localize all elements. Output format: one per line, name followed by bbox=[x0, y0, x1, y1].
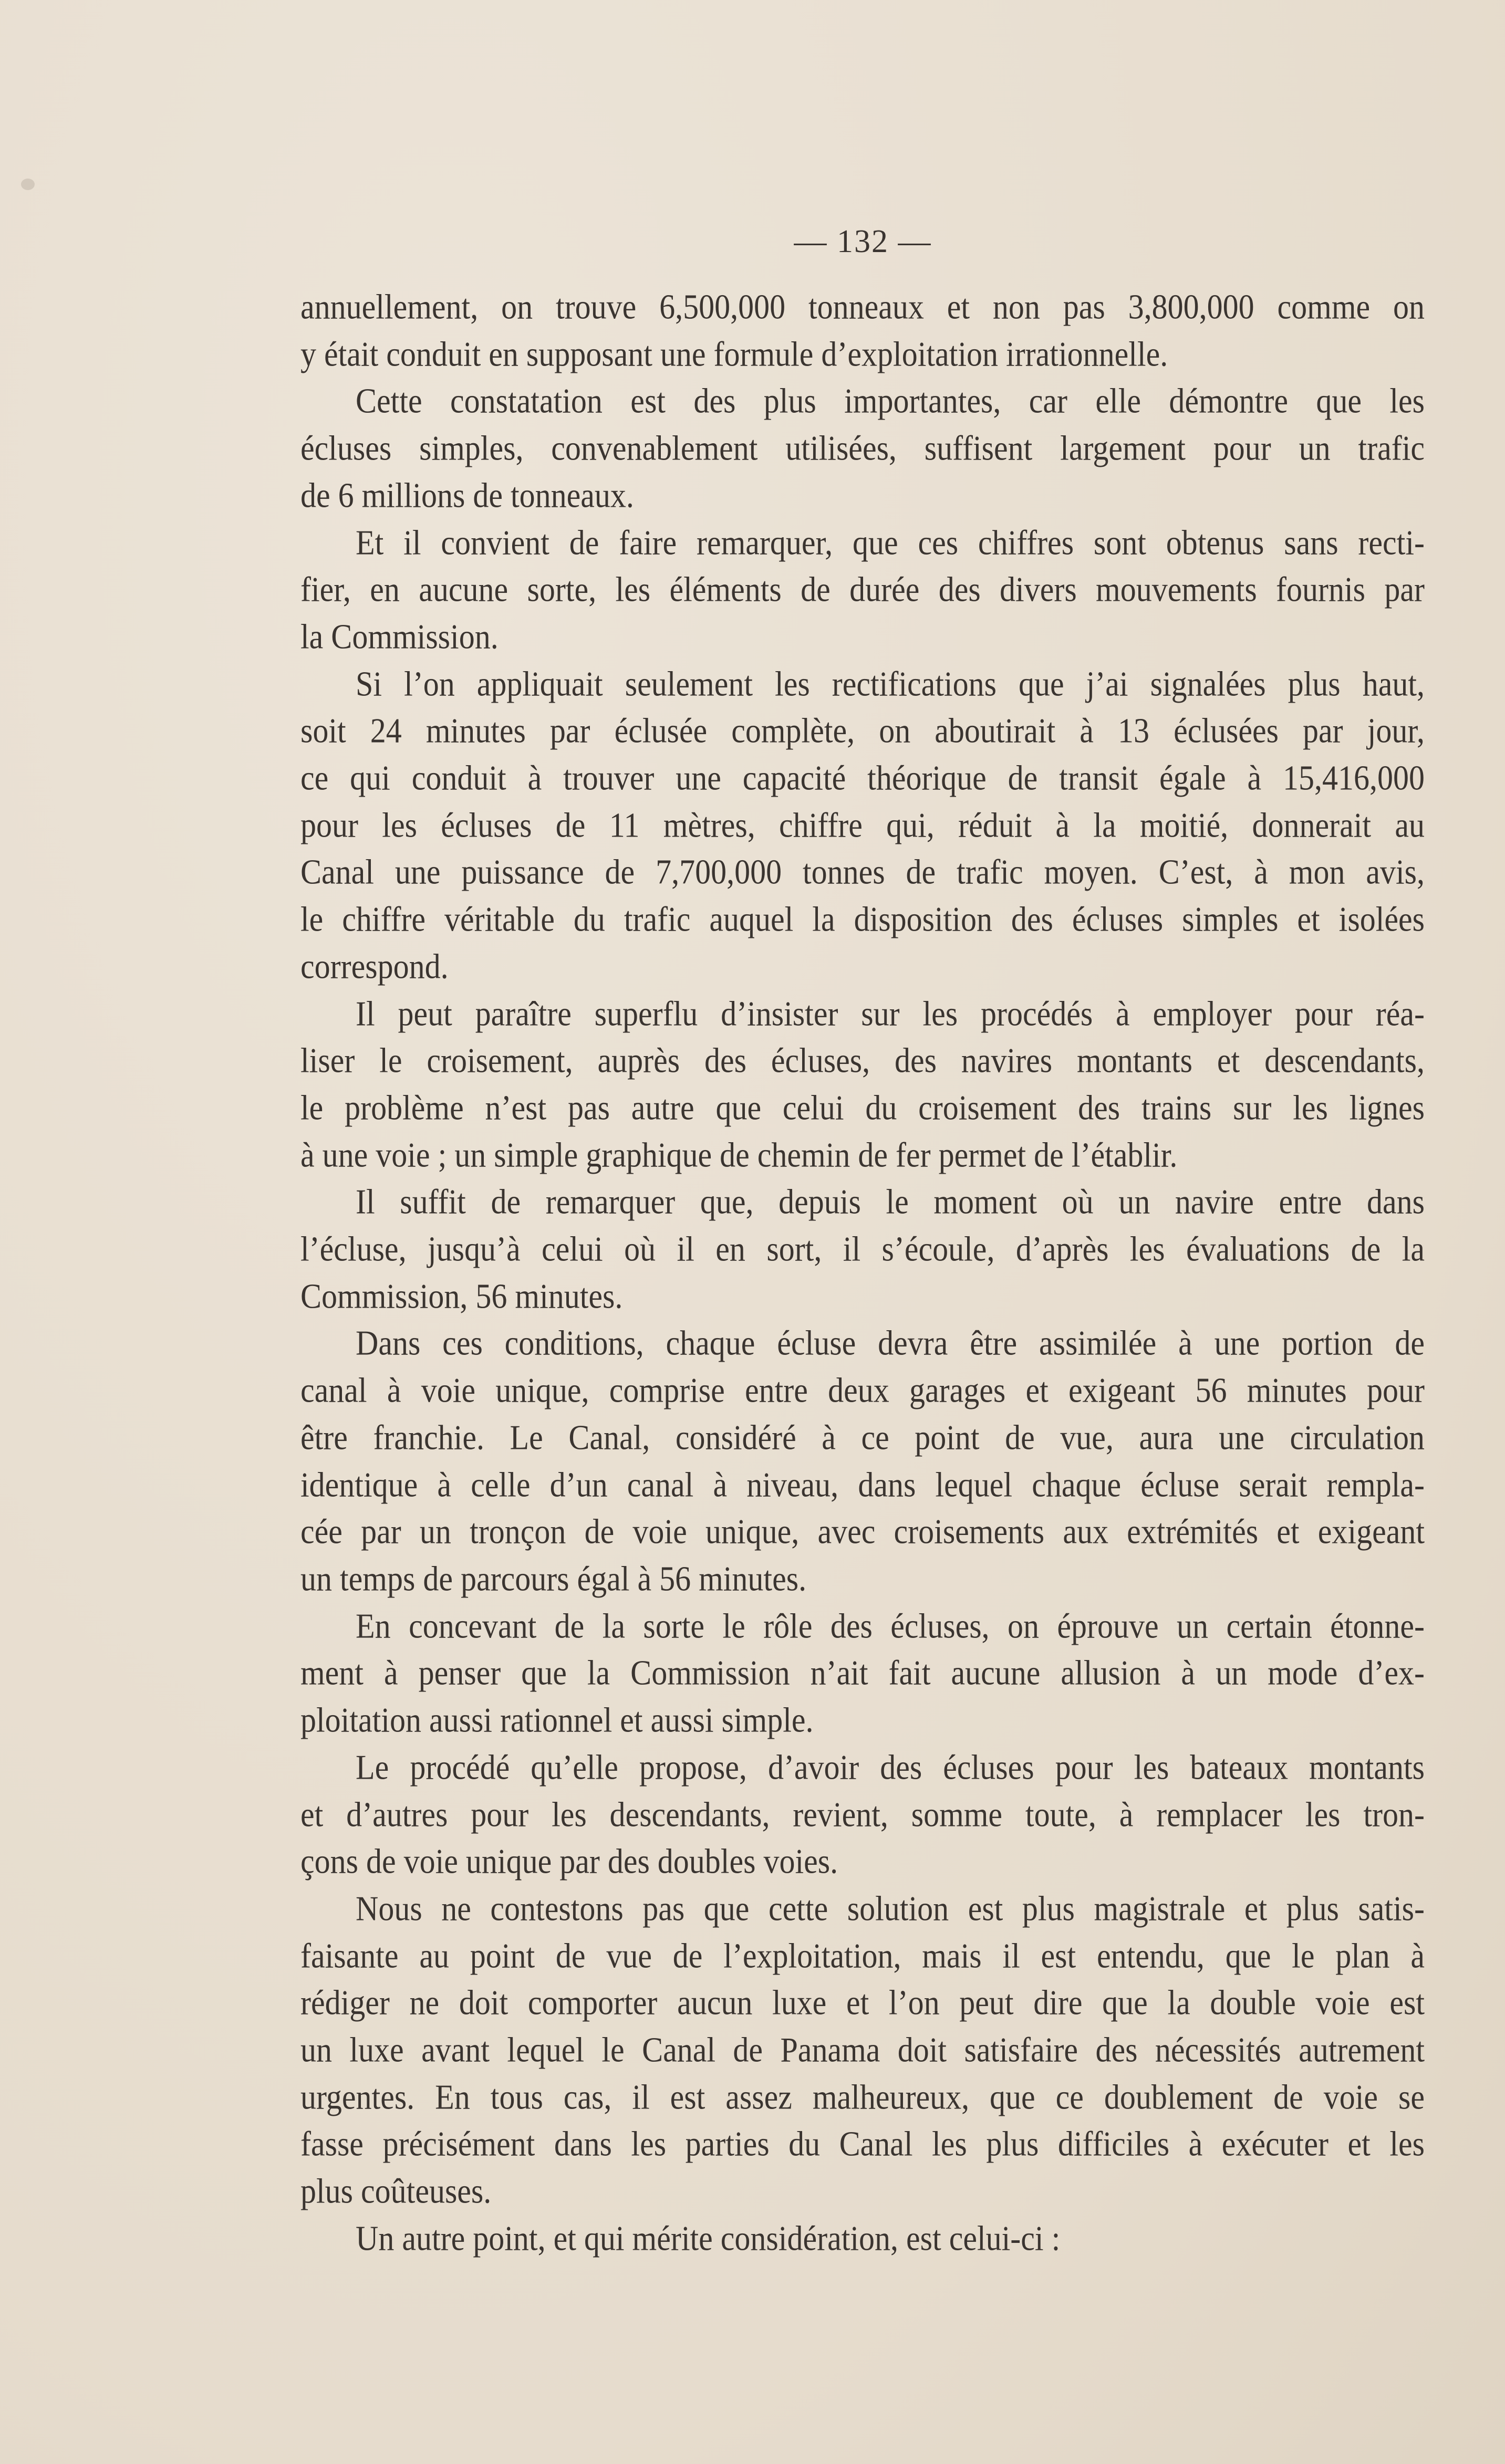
paragraph bbox=[300, 2215, 1425, 2262]
text-line: ce qui conduit à trouver une capacité théorique de transit égale à 15,416,000 bbox=[300, 758, 1425, 797]
paragraph bbox=[300, 1320, 1425, 1602]
paragraph bbox=[300, 519, 1425, 661]
body-text bbox=[300, 284, 1425, 2262]
text-line: la Commission. bbox=[300, 617, 499, 656]
paragraph bbox=[300, 1885, 1425, 2215]
text-line: Dans ces conditions, chaque écluse devra être assimilée à une portion de bbox=[356, 1323, 1425, 1363]
text-line: un luxe avant lequel le Canal de Panama doit satisfaire des nécessités autrement bbox=[300, 2030, 1425, 2069]
paragraph bbox=[300, 378, 1425, 519]
text-line: fier, en aucune sorte, les éléments de durée des divers mouvements fournis par bbox=[300, 570, 1425, 609]
text-line: le problème n’est pas autre que celui du croisement des trains sur les lignes bbox=[300, 1088, 1425, 1127]
text-line: y était conduit en supposant une formule d’exploitation irrationnelle. bbox=[300, 334, 1168, 373]
text-line: Canal une puissance de 7,700,000 tonnes de trafic moyen. C’est, à mon avis, bbox=[300, 852, 1425, 892]
text-line: rédiger ne doit comporter aucun luxe et l’on peut dire que la double voie est bbox=[300, 1983, 1425, 2022]
text-line: de 6 millions de tonneaux. bbox=[300, 475, 634, 515]
text-line: l’écluse, jusqu’à celui où il en sort, il s’écoule, d’après les évaluations de la bbox=[300, 1229, 1425, 1268]
text-line: à une voie ; un simple graphique de chemin de fer permet de l’établir. bbox=[300, 1135, 1178, 1174]
text-line: identique à celle d’un canal à niveau, dans lequel chaque écluse serait rempla- bbox=[300, 1465, 1425, 1504]
paragraph bbox=[300, 1603, 1425, 1744]
text-line: être franchie. Le Canal, considéré à ce point de vue, aura une circulation bbox=[300, 1417, 1425, 1457]
page-number: — 132 — bbox=[794, 224, 932, 259]
text-line: Il suffit de remarquer que, depuis le moment où un navire entre dans bbox=[356, 1182, 1425, 1221]
text-line: liser le croisement, auprès des écluses, des navires montants et descendants, bbox=[300, 1041, 1425, 1080]
text-line: ploitation aussi rationnel et aussi simple. bbox=[300, 1700, 814, 1739]
text-line: pour les écluses de 11 mètres, chiffre qui, réduit à la moitié, donnerait au bbox=[300, 805, 1425, 844]
text-line: plus coûteuses. bbox=[300, 2171, 492, 2210]
text-line: fasse précisément dans les parties du Canal les plus difficiles à exécuter et les bbox=[300, 2124, 1425, 2164]
text-line: Le procédé qu’elle propose, d’avoir des écluses pour les bateaux montants bbox=[356, 1747, 1425, 1787]
text-line: et d’autres pour les descendants, revient, somme toute, à remplacer les tron- bbox=[300, 1794, 1425, 1834]
text-line: Commission, 56 minutes. bbox=[300, 1276, 623, 1315]
text-line: correspond. bbox=[300, 946, 449, 986]
text-line: En concevant de la sorte le rôle des écluses, on éprouve un certain étonne- bbox=[356, 1606, 1425, 1645]
text-line: un temps de parcours égal à 56 minutes. bbox=[300, 1559, 807, 1598]
text-line: Nous ne contestons pas que cette solution est plus magistrale et plus satis- bbox=[356, 1888, 1425, 1928]
text-line: Cette constatation est des plus importantes, car elle démontre que les bbox=[356, 381, 1425, 421]
text-line: le chiffre véritable du trafic auquel la disposition des écluses simples et isolées bbox=[300, 900, 1425, 938]
text-line: Si l’on appliquait seulement les rectifications que j’ai signalées plus haut, bbox=[356, 664, 1425, 703]
text-line: çons de voie unique par des doubles voies. bbox=[300, 1842, 838, 1881]
text-line: cée par un tronçon de voie unique, avec croisements aux extrémités et exigeant bbox=[300, 1512, 1425, 1551]
text-line: urgentes. En tous cas, il est assez malheureux, que ce doublement de voie se bbox=[300, 2077, 1425, 2116]
paragraph bbox=[300, 1744, 1425, 1885]
text-line: soit 24 minutes par éclusée complète, on aboutirait à 13 éclusées par jour, bbox=[300, 711, 1425, 750]
text-line: ment à penser que la Commission n’ait fait aucune allusion à un mode d’ex- bbox=[300, 1653, 1425, 1693]
paper-speck bbox=[21, 179, 35, 190]
text-line: canal à voie unique, comprise entre deux garages et exigeant 56 minutes pour bbox=[300, 1371, 1425, 1410]
text-line: Il peut paraître superflu d’insister sur les procédés à employer pour réa- bbox=[356, 994, 1425, 1033]
text-line: Un autre point, et qui mérite considération, est celui-ci : bbox=[356, 2218, 1061, 2258]
paragraph bbox=[300, 284, 1425, 378]
paragraph bbox=[300, 990, 1425, 1179]
text-line: écluses simples, convenablement utilisées, suffisent largement pour un trafic bbox=[300, 429, 1425, 467]
paragraph bbox=[300, 1178, 1425, 1320]
paragraph bbox=[300, 661, 1425, 990]
text-line: annuellement, on trouve 6,500,000 tonneaux et non pas 3,800,000 comme on bbox=[300, 287, 1425, 326]
text-line: faisante au point de vue de l’exploitation, mais il est entendu, que le plan à bbox=[300, 1936, 1425, 1975]
text-line: Et il convient de faire remarquer, que ces chiffres sont obtenus sans recti- bbox=[356, 523, 1425, 562]
